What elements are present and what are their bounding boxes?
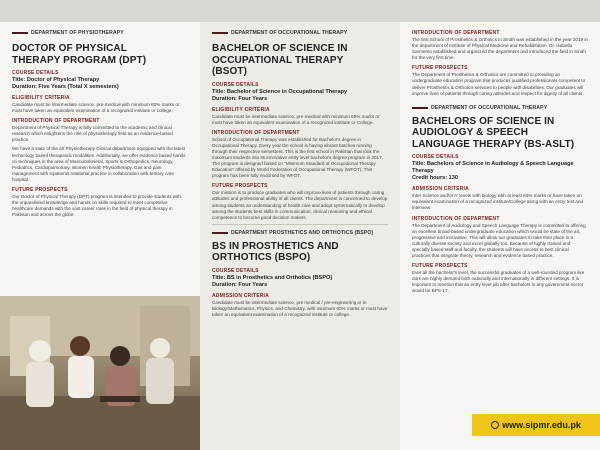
future-text: Our Doctor of Physical Therapy (DPT) program is intended to provide students with the unparalleled knowledge and hands on skills required to meet competitive healthcare demands with the vast career roles in the field of physical therapy in Pakistan and across the globe. — [12, 194, 181, 218]
eligibility-text: Candidate must be intermediate science, pre-medical with minimum 60% marks or must have taken an equivalent examination of a recognized institute or college. — [12, 102, 180, 114]
top-stripe — [200, 0, 400, 22]
course-duration: Duration: Four Years — [212, 95, 268, 102]
course-details-heading-2: COURSE DETAILS — [212, 267, 259, 274]
intro-heading-2: INTRODUCTION OF DEPARTMENT — [412, 215, 500, 222]
course-title: Title: Bachelors of Science in Audiology & Speech Language Therapy — [412, 161, 574, 175]
program-title: BACHELOR OF SCIENCE IN OCCUPATIONAL THERAPY (BSOT) — [212, 43, 348, 77]
intro-text: School of Occupational Therapy was established for Bachelor's degree in Occupational Therapy. Every year the school is having vibrant batches running through their respective semesters. This is the first school in Pakistan that took the maximum students into its innovative entry level bachelor's degree program in 2017. The program is designed based on "Minimum Standard of Occupational Therapy Education" offered by World Federation of Occupational Therapy (WFOT). This program has been fully endorsed by WFOT. — [212, 136, 383, 179]
top-stripe — [400, 0, 600, 22]
program-title: DOCTOR OF PHYSICAL THERAPY PROGRAM (DPT) — [12, 43, 147, 66]
eligibility-text: Candidate must be intermediate science, pre-medical with minimum 60% marks or must have taken an equivalent examination of a recognized institute or College. — [212, 113, 380, 125]
program-title-2: BS IN PROSTHETICS AND ORTHOTICS (BSPO) — [212, 240, 339, 264]
department-tag: DEPARTMENT OF PHYSIOTHERAPY — [12, 30, 188, 36]
future-text: Our mission is to produce graduates who will improve lives of patients through caring attitudes and professional ability of all clients. The department is concerned to develop among students an understanding of health care and adopt systematically to develop among the students best skills in communication, clinical reasoning and ethical competence to become good decision makers. — [212, 190, 388, 220]
divider — [212, 224, 388, 225]
future-heading: FUTURE PROSPECTS — [212, 183, 268, 190]
eligibility-heading: ELIGIBILITY CRITERIA — [212, 106, 270, 113]
website-badge[interactable] — [472, 414, 600, 436]
credit-hours: Credit hours: 130 — [412, 175, 459, 182]
top-stripe — [0, 0, 200, 22]
admission-heading: ADMISSION CRITERIA — [412, 186, 469, 193]
therapy-photo — [0, 296, 200, 450]
intro-heading: INTRODUCTION OF DEPARTMENT — [412, 30, 500, 36]
future-heading: FUTURE PROSPECTS — [12, 187, 68, 194]
course-duration: Duration: Five Years (Total X semesters) — [12, 84, 119, 90]
admission-text: Inter Science and/or A' levels with biology with at least 60% marks or have taken an equivalent examination of a recognized institute/College along with an entry test and interview. — [412, 193, 584, 211]
department-tag: DEPARTMENT OF OCCUPATIONAL THERAPY — [412, 105, 588, 111]
intro-heading: INTRODUCTION OF DEPARTMENT — [212, 129, 300, 136]
admission-text: Candidate must be intermediate science, pre medical / pre-engineering or in Biology/Mathematics, Physics, and Chemistry, with minimum 60% marks or must have taken an equivalent examination of a recognized institute or college. — [212, 299, 388, 317]
page-audiology — [400, 0, 600, 450]
eligibility-heading: ELIGIBILITY CRITERIA — [12, 95, 70, 101]
future-heading: FUTURE PROSPECTS — [412, 65, 468, 72]
admission-heading: ADMISSION CRITERIA — [212, 292, 269, 299]
course-title: Title: Doctor of Physical Therapy — [12, 77, 100, 83]
website-link[interactable]: www.sipmr.edu.pk — [502, 420, 581, 430]
page-physiotherapy — [0, 0, 200, 450]
globe-icon — [491, 421, 499, 429]
future-text: The Department of Prosthetics & Orthotics are committed to providing an undergraduate education program that produces qualified professionals competent to deliver Prosthetics & Orthotics services to people with disabilities. Our graduates will improve lives of patients through caring attitudes and respect for dignity of all clients. — [412, 72, 586, 96]
department-tag-2: DEPARTMENT PROSTHETICS AND ORTHOTICS (BSPO) — [212, 230, 388, 236]
course-details-heading: COURSE DETAILS — [212, 81, 259, 88]
page-occupational-therapy — [200, 0, 400, 450]
course-title-2: Title: BS in Prosthetics and Orthotics (BSPO) — [212, 274, 333, 281]
department-tag: DEPARTMENT OF OCCUPATIONAL THERAPY — [212, 30, 388, 36]
intro-heading: INTRODUCTION OF DEPARTMENT — [12, 118, 100, 125]
intro-text: The first School of Prosthetics & Orthotics in Sindh was established in the year 2019 in the department of Institute of Physical Medicine and Rehabilitation. Dr. Isabella Sarmento established and organized the department and introduced the field in Sindh for the very first time. — [412, 37, 588, 61]
program-title: BACHELORS OF SCIENCE IN AUDIOLOGY & SPEECH LANGUAGE THERAPY (BS-ASLT) — [412, 115, 575, 150]
future-heading-2: FUTURE PROSPECTS — [412, 263, 468, 270]
future-text-2: Ever all the bachelor's level, the successful graduates of a well-rounded program like ours are highly demand both nationally and internationally in different settings. It is important to mention that an entry level job after bachelors in any government sector would be BPS-17. — [412, 270, 585, 294]
course-title: Title: Bachelor of Science in Occupational Therapy — [212, 88, 348, 95]
intro-text-1: Department of Physical Therapy is fully committed to the academic and clinical research which enlightens the role of physiotherapy field as an evidence-based practice. — [12, 125, 173, 143]
intro-text-2: The Department of Audiology and Speech Language Therapy is committed to offering an excellent broad-based undergraduate education which would be state of the art, progressive and innovative. This will allow our graduates to take their place in a culturally diverse society and excel globally too. Because of highly trained and specially based staff and faculty, the students will have access to best clinical practices that integrate theory, research and evidence based practice. — [412, 222, 586, 258]
course-duration-2: Duration: Four Years — [212, 281, 268, 288]
course-details-heading: COURSE DETAILS — [412, 154, 459, 161]
intro-text-2: We have a state of the art Physiotherapy Clinical department equipped with the latest technology based therapeutic modalities. Additionally, we offer evidence based hands on techniques in the area of Musculoskeletal, Sports & Orthopedics, Neurology, Pediatrics, Cardiopulmonary, Women health Physiotherapy, Gait and pain management with inpatients rotational practice in collaboration with tertiary care hospital. — [12, 146, 186, 182]
course-details-heading: COURSE DETAILS — [12, 70, 59, 76]
